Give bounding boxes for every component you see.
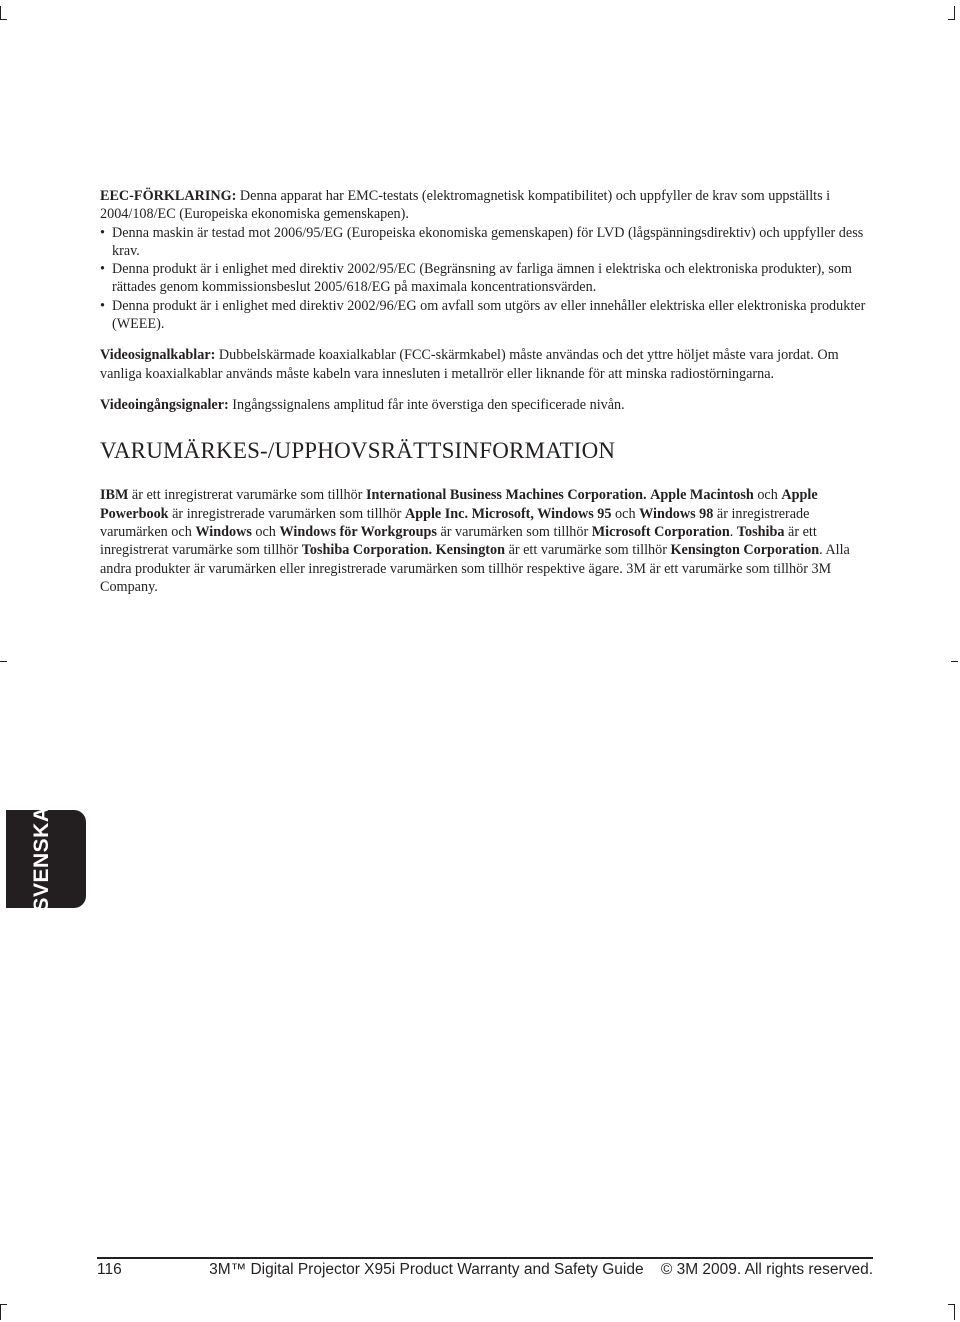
eec-bullet-1 xyxy=(100,224,875,261)
trademark-name: Windows xyxy=(195,524,252,541)
eec-bullet-text: Denna produkt är i enlighet med direktiv 2002/96/EG om avfall som utgörs av eller innehåller elektriska eller elektroniska produkter (WEEE). xyxy=(112,297,866,333)
crop-mark-mid-right xyxy=(951,661,958,662)
crop-mark-top-left xyxy=(0,6,1,20)
crop-mark-bottom-right xyxy=(954,1304,955,1320)
video-cables-heading: Videosignalkablar: xyxy=(100,347,216,364)
language-tab-label: SVENSKA xyxy=(30,806,53,912)
footer-rule xyxy=(97,1257,873,1259)
trademark-name: International Business Machines Corporation. xyxy=(365,487,647,504)
crop-mark-mid-left xyxy=(0,661,7,662)
trademark-text: är ett varumärke som tillhör xyxy=(505,542,671,559)
footer-text xyxy=(209,1260,873,1280)
video-cables-text: Dubbelskärmade koaxialkablar (FCC-skärmkabel) måste användas och det yttre höljet måste vara jordat. Om vanliga koaxialkablar används måste kabeln vara innesluten i metallrör eller liknande för att minska radiostörningarna. xyxy=(100,347,839,382)
language-tab xyxy=(6,806,86,912)
trademark-name: Kensington xyxy=(435,542,506,559)
trademark-name: Apple Macintosh xyxy=(650,487,754,504)
crop-mark-bottom-left-tick xyxy=(0,1304,7,1305)
eec-intro: Denna apparat har EMC-testats (elektromagnetisk kompatibilitet) och uppfyller de krav som uppställts i 2004/108/EC (Europeiska ekonomiska gemenskapen). xyxy=(100,188,831,223)
trademark-name: Windows 98 xyxy=(639,505,714,522)
video-cables-paragraph xyxy=(100,346,875,383)
video-input-text: Ingångssignalens amplitud får inte överstiga den specificerade nivån. xyxy=(228,396,625,413)
eec-bullet-text: Denna produkt är i enlighet med direktiv 2002/95/EC (Begränsning av farliga ämnen i elektriska och elektroniska produkter), som rättades genom kommissionsbeslut 2005/618/EG på maximala koncentrationsvärden. xyxy=(112,261,852,296)
bullet-symbol: • xyxy=(100,297,105,314)
trademark-name: IBM xyxy=(100,487,129,504)
trademark-text: . Alla andra produkter är varumärken eller inregistrerade varumärken som tillhör respektive ägare. 3M är ett varumärke som tillhör 3M Company. xyxy=(100,542,850,596)
trademark-text: är inregistrerade varumärken och xyxy=(100,505,810,541)
trademark-text: är ett inregistrerat varumärke som tillhör xyxy=(128,487,366,504)
trademark-name: Kensington Corporation xyxy=(670,542,820,559)
page-number: 116 xyxy=(97,1261,122,1278)
trademark-name: Microsoft Corporation xyxy=(591,524,730,541)
section-title: VARUMÄRKES-/UPPHOVSRÄTTSINFORMATION xyxy=(100,438,616,464)
crop-mark-top-right-tick xyxy=(948,19,955,20)
eec-heading: EEC-FÖRKLARING: xyxy=(100,188,237,204)
crop-mark-bottom-right-tick xyxy=(948,1304,955,1305)
trademark-text: och xyxy=(251,524,280,541)
eec-bullet-text: Denna maskin är testad mot 2006/95/EG (Europeiska ekonomiska gemenskapen) för LVD (lågspänningsdirektiv) och uppfyller dess krav. xyxy=(112,224,864,259)
crop-mark-bottom-left xyxy=(0,1304,1,1320)
trademark-text: och xyxy=(753,487,782,504)
trademark-name: Microsoft, Windows 95 xyxy=(471,505,612,522)
footer-title: 3M™ Digital Projector X95i Product Warranty and Safety Guide xyxy=(209,1261,644,1278)
video-input-heading: Videoingångsignaler: xyxy=(100,396,229,413)
page-content xyxy=(100,187,875,597)
bullet-symbol: • xyxy=(100,261,105,278)
eec-bullet-2 xyxy=(100,260,875,297)
trademark-text: . xyxy=(729,524,737,541)
footer-copyright: © 3M 2009. All rights reserved. xyxy=(660,1261,873,1278)
trademark-name: Windows för Workgroups xyxy=(279,524,437,541)
trademark-name: Toshiba Corporation. xyxy=(301,542,433,559)
crop-mark-top-left-tick xyxy=(0,19,7,20)
trademark-text: är inregistrerade varumärken som tillhör xyxy=(168,505,405,522)
trademark-name: Toshiba xyxy=(736,524,785,541)
trademark-name: Apple Inc. xyxy=(404,505,469,522)
trademark-text: är varumärken som tillhör xyxy=(436,524,592,541)
trademark-paragraph xyxy=(100,486,875,596)
trademark-name: Apple Powerbook xyxy=(100,487,818,522)
crop-mark-top-right xyxy=(954,6,955,20)
eec-declaration xyxy=(100,187,875,224)
eec-bullet-3 xyxy=(100,297,875,334)
video-input-paragraph xyxy=(100,396,875,414)
bullet-symbol: • xyxy=(100,224,105,241)
trademark-text: är ett inregistrerat varumärke som tillhör xyxy=(100,524,817,559)
trademark-text: och xyxy=(611,505,640,522)
